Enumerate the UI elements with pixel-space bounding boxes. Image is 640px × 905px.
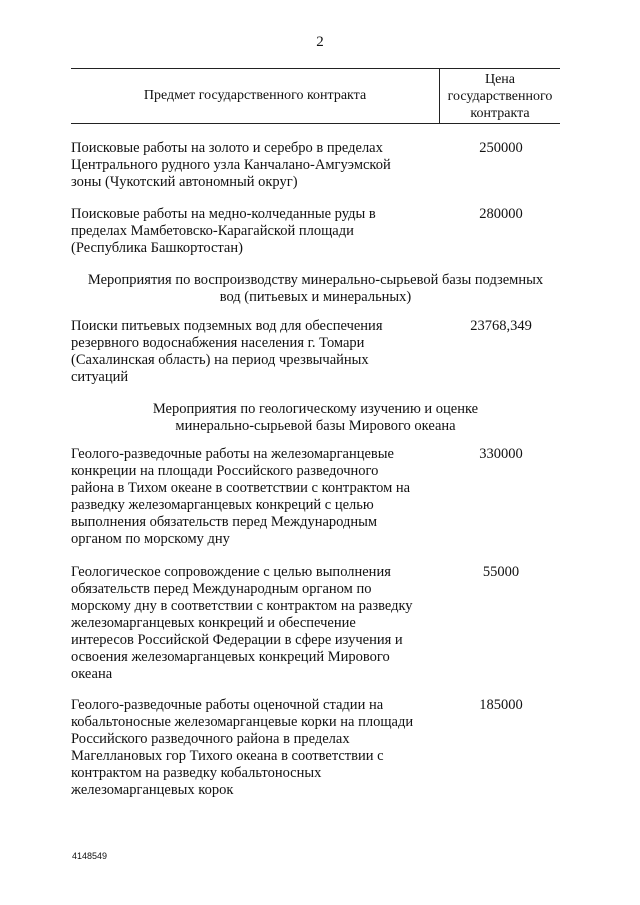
contract-row [71,140,560,191]
contract-row [71,564,560,683]
header-subject: Предмет государственного контракта [143,88,367,103]
contract-subject: Геолого-разведочные работы оценочной стадии на кобальтоносные железомарганцевые корки на площади Российского разведочного района в пределах Магеллановых гор Тихого океана в соответствии с контрактом на разведку кобальтоносных железомарганцевых корок [71,697,414,798]
contract-price: 185000 [479,697,523,713]
contract-price: 55000 [482,564,520,580]
contract-subject: Геологическое сопровождение с целью выполнения обязательств перед Международным органом по морскому дну в соответствии с контрактом на разведку железомарганцевых конкреций и обеспечение интересов Российской Федерации в сфере изучения и освоения железомарганцевых конкреций Мирового океана [71,564,413,682]
contract-price: 330000 [479,446,523,462]
page-number: 2 [316,34,324,50]
table-header [71,68,560,124]
contract-row [71,318,560,386]
contract-price: 280000 [479,206,523,222]
contract-subject: Поисковые работы на медно-колчеданные руды в пределах Мамбетовско-Карагайской площади (Республика Башкортостан) [71,206,376,256]
contract-price: 250000 [479,140,523,156]
contract-subject: Геолого-разведочные работы на железомарганцевые конкреции на площади Российского разведочного района в Тихом океане в соответствии с контрактом на разведку железомарганцевых конкреций с целью выполнения обязательств перед Международным органом по морскому дну [71,446,411,547]
contract-subject: Поиски питьевых подземных вод для обеспечения резервного водоснабжения населения г. Томари (Сахалинская область) на период чрезвычайных ситуаций [71,318,383,385]
contract-row [71,697,560,799]
document-code: 4148549 [72,851,108,861]
section-heading: Мероприятия по геологическому изучению и оценке минерально-сырьевой базы Мирового океана [152,401,479,434]
section-heading: Мероприятия по воспроизводству минерально-сырьевой базы подземных вод (питьевых и минеральных) [87,272,544,305]
header-price: Цена государственного контракта [447,72,553,121]
contract-row [71,446,560,548]
contract-row [71,206,560,257]
contract-subject: Поисковые работы на золото и серебро в пределах Центрального рудного узла Канчалано-Амгуэмской зоны (Чукотский автономный округ) [71,140,391,190]
contract-price: 23768,349 [470,318,532,334]
